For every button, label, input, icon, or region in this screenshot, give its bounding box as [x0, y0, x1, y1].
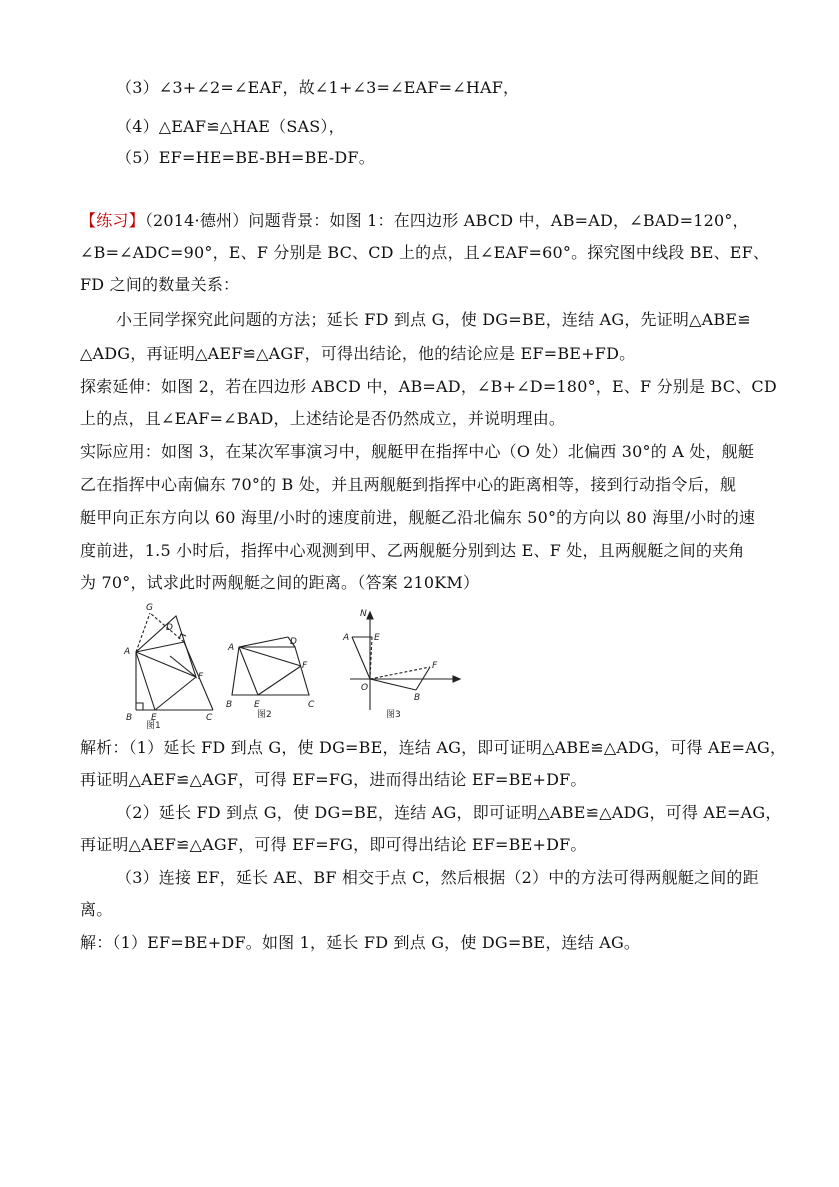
text-line: 探索延伸：如图 2，若在四边形 ABCD 中，AB=AD，∠B+∠D=180°，E、F 分别是 BC、CD: [80, 377, 777, 396]
text-line: 解：（1）EF=BE+DF。如图 1，延长 FD 到点 G，使 DG=BE，连结 AG。: [80, 933, 641, 952]
fig3-point-o: O: [361, 683, 369, 693]
text-line: FD 之间的数量关系：: [80, 275, 240, 294]
text-line: （5）EF=HE=BE-BH=BE-DF。: [116, 148, 375, 167]
fig3-seg-of: [370, 667, 430, 679]
fig1-seg-ae: [136, 652, 155, 710]
fig3-point-a: A: [343, 633, 350, 643]
text-line: 乙在指挥中心南偏东 70°的 B 处，并且两舰艇到指挥中心的距离相等，接到行动指令后，舰: [80, 475, 737, 494]
text-line: 离。: [80, 900, 113, 919]
fig1-point-e: E: [151, 713, 157, 723]
fig2-seg-af: [239, 647, 301, 666]
fig2-caption: 图2: [257, 710, 272, 720]
figure-3-labels: [342, 609, 438, 703]
fig2-point-a: A: [228, 643, 235, 653]
text-line: 上的点，且∠EAF=∠BAD，上述结论是否仍然成立，并说明理由。: [80, 409, 566, 428]
fig3-point-e: E: [374, 633, 380, 643]
text-line: △ADG，再证明△AEF≌△AGF，可得出结论，他的结论应是 EF=BE+FD。: [80, 344, 636, 363]
fig1-seg-af: [136, 652, 196, 677]
fig2-point-e: E: [254, 700, 260, 710]
fig1-caption: 图1: [146, 721, 161, 730]
fig3-seg-ao: [352, 637, 370, 679]
practice-tag: 【练习】: [80, 211, 145, 230]
fig1-point-b: B: [126, 713, 133, 723]
fig1-point-f: F: [198, 672, 204, 682]
figures-group: [110, 600, 490, 730]
figure-2: [232, 637, 309, 695]
text-line: 解析：（1）延长 FD 到点 G，使 DG=BE，连结 AG，即可证明△ABE≌△ADG，可得 AE=AG，: [80, 738, 787, 757]
text-line: （3）连接 EF，延长 AE、BF 相交于点 C，然后根据（2）中的方法可得两舰艇之间的距: [116, 868, 759, 887]
fig3-seg-ob: [370, 679, 416, 690]
fig2-seg-ef: [258, 666, 301, 695]
fig3-point-b: B: [414, 693, 421, 703]
text-line: ∠B=∠ADC=90°，E、F 分别是 BC、CD 上的点，且∠EAF=60°。探究图中线段 BE、EF、: [80, 243, 770, 262]
fig2-point-c: C: [308, 700, 315, 710]
text-line: 为 70°，试求此时两舰艇之间的距离。（答案 210KM）: [80, 573, 480, 592]
fig1-seg-ef: [155, 677, 196, 710]
fig1-point-a: A: [124, 647, 131, 657]
fig3-north-arrow: [367, 612, 373, 619]
figure-3: [350, 612, 460, 710]
fig1-point-d: D: [166, 623, 173, 633]
fig3-east-arrow: [453, 676, 460, 682]
practice-intro: （2014·德州）问题背景：如图 1：在四边形 ABCD 中，AB=AD，∠BAD=120°，: [144, 211, 749, 230]
fig2-side-ad: [239, 637, 288, 647]
fig1-right-angle-b: [136, 703, 143, 710]
fig2-point-d: D: [290, 637, 297, 647]
fig3-point-n: N: [360, 609, 367, 619]
fig2-point-b: B: [226, 700, 233, 710]
text-line: （2）延长 FD 到点 G，使 DG=BE，连结 AG，即可证明△ABE≌△ADG，可得 AE=AG，: [116, 803, 782, 822]
fig1-point-g: G: [146, 603, 153, 613]
text-line: 小王同学探究此问题的方法；延长 FD 到点 G，使 DG=BE，连结 AG，先证明△ABE≌: [116, 310, 751, 329]
text-line: 度前进，1.5 小时后，指挥中心观测到甲、乙两舰艇分别到达 E、F 处，且两舰艇之间的夹角: [80, 541, 745, 560]
fig1-point-c: C: [206, 713, 213, 723]
fig2-seg-ae: [239, 647, 258, 695]
geometry-figures: [110, 600, 490, 730]
text-line: （4）△EAF≌△HAE（SAS），: [116, 117, 345, 136]
text-line: 实际应用：如图 3，在某次军事演习中，舰艇甲在指挥中心（O 处）北偏西 30°的 A 处，舰艇: [80, 442, 755, 461]
figure-1: [136, 613, 213, 710]
fig1-side-ad: [136, 642, 184, 652]
text-line: 再证明△AEF≌△AGF，可得 EF=FG，进而得出结论 EF=BE+DF。: [80, 770, 587, 789]
fig2-quadrilateral: [232, 647, 309, 695]
text-line: 再证明△AEF≌△AGF，可得 EF=FG，即可得出结论 EF=BE+DF。: [80, 835, 587, 854]
practice-heading-line: [80, 211, 749, 231]
fig3-caption: 图3: [386, 710, 401, 720]
fig3-point-f: F: [432, 661, 438, 671]
fig2-point-f: F: [302, 661, 308, 671]
text-line: （3）∠3+∠2=∠EAF，故∠1+∠3=∠EAF=∠HAF，: [116, 78, 520, 97]
text-line: 艇甲向正东方向以 60 海里/小时的速度前进，舰艇乙沿北偏东 50°的方向以 80 海里/小时的速: [80, 508, 756, 527]
